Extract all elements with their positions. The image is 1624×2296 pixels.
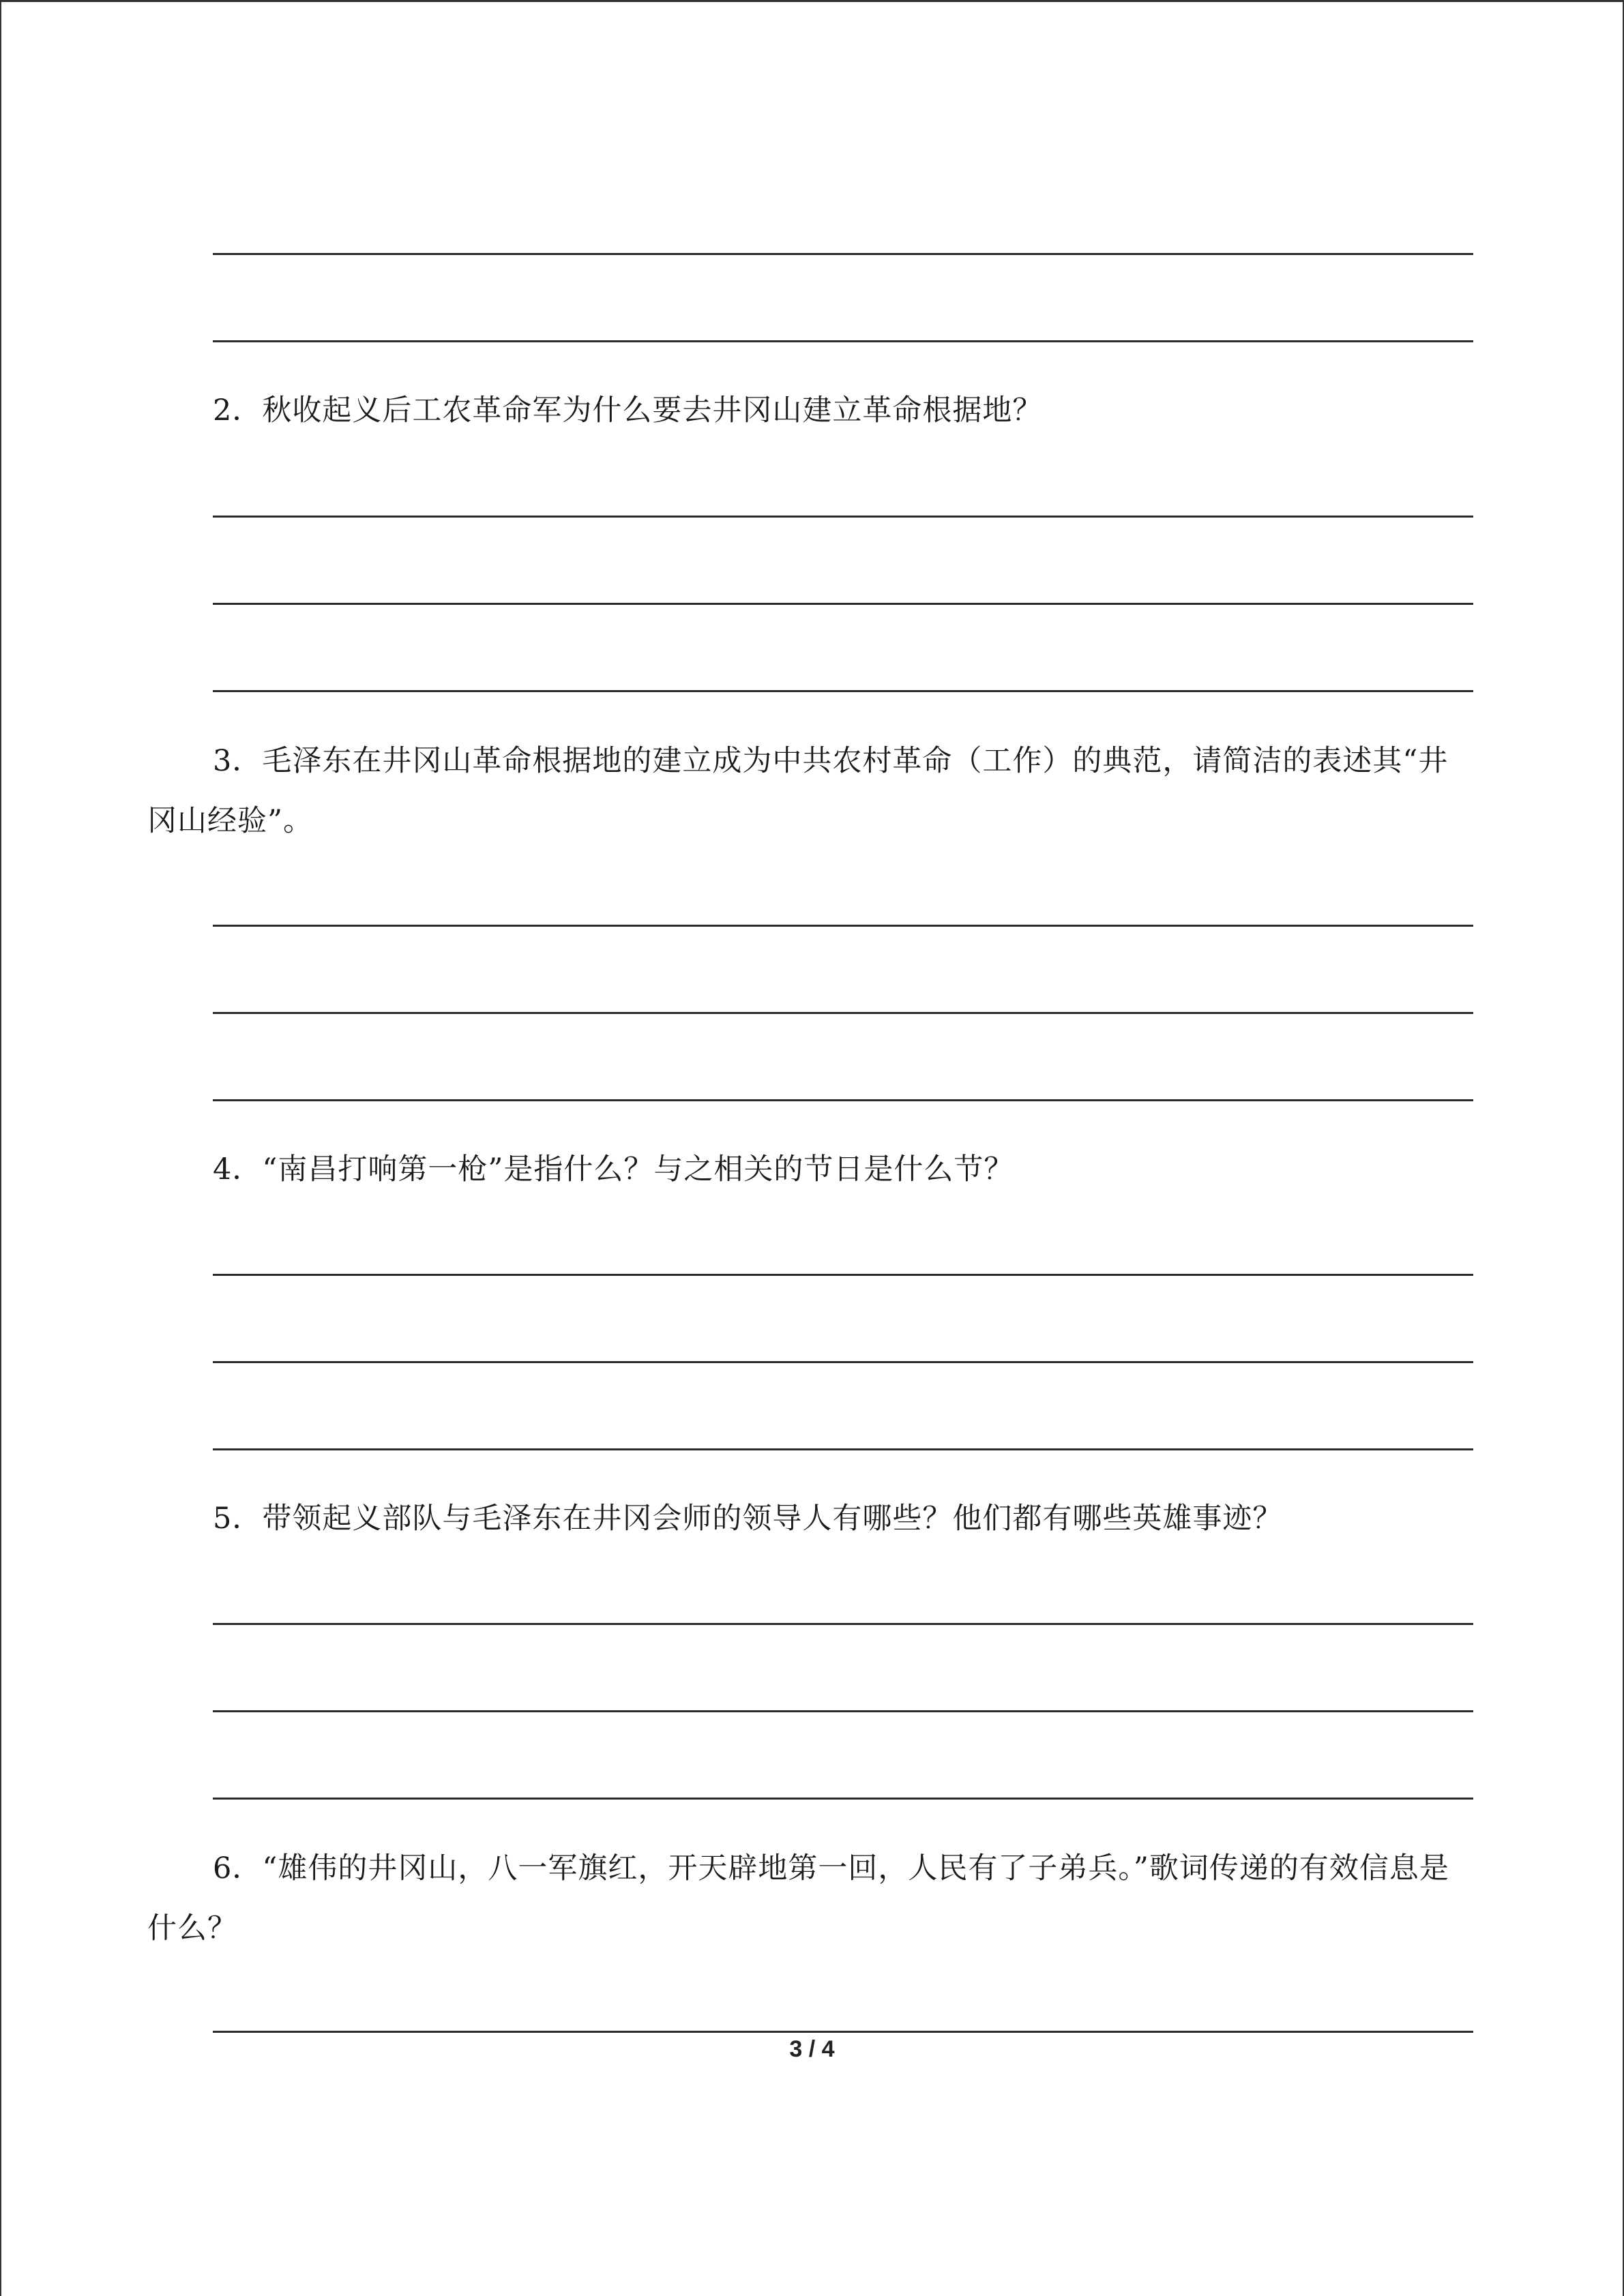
answer-line xyxy=(213,690,1473,692)
answer-line xyxy=(213,1448,1473,1450)
question-5: 5．带领起义部队与毛泽东在井冈会师的领导人有哪些？他们都有哪些英雄事迹？ xyxy=(213,1502,1283,1536)
question-6-text: 6．“雄伟的井冈山，八一军旗红，开天辟地第一回，人民有了子弟兵。”歌词传递的有效信息是什么？ xyxy=(147,1851,1449,1945)
answer-line xyxy=(213,2031,1473,2033)
answer-line xyxy=(213,340,1473,342)
question-2: 2．秋收起义后工农革命军为什么要去井冈山建立革命根据地？ xyxy=(213,393,1043,428)
answer-line xyxy=(213,1710,1473,1712)
question-6 xyxy=(147,1838,1473,1958)
answer-line xyxy=(213,603,1473,605)
answer-line xyxy=(213,1361,1473,1363)
answer-line xyxy=(213,1012,1473,1014)
answer-line xyxy=(213,925,1473,927)
answer-line xyxy=(213,516,1473,518)
answer-line xyxy=(213,1623,1473,1625)
answer-line xyxy=(213,1099,1473,1101)
question-3 xyxy=(147,731,1473,851)
answer-line xyxy=(213,1798,1473,1800)
answer-line xyxy=(213,253,1473,255)
answer-line xyxy=(213,1274,1473,1276)
question-3-text: 3．毛泽东在井冈山革命根据地的建立成为中共农村革命（工作）的典范，请简洁的表述其“井冈山经验”。 xyxy=(147,744,1449,838)
page-number: 3 / 4 xyxy=(789,2036,835,2062)
question-4: 4．“南昌打响第一枪”是指什么？与之相关的节日是什么节？ xyxy=(213,1152,1014,1187)
